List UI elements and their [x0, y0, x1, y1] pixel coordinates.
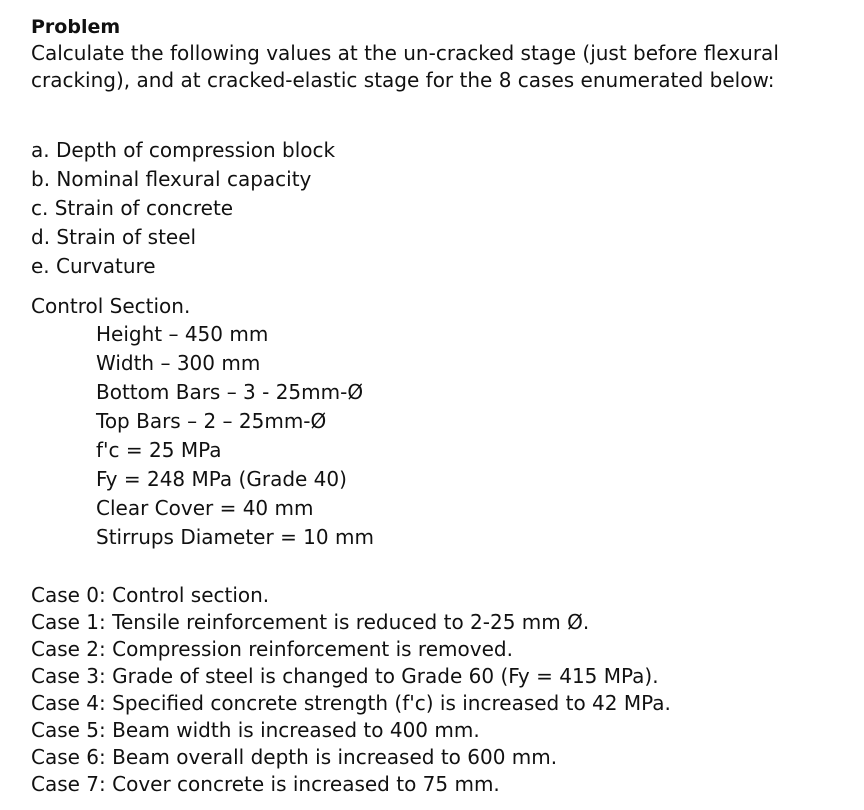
intro-line-1: Calculate the following values at the un-cracked stage (just before flexural — [31, 41, 779, 65]
cases-list — [31, 582, 671, 798]
spec-steel-yield: Fy = 248 MPa (Grade 40) — [96, 467, 347, 491]
spec-clear-cover: Clear Cover = 40 mm — [96, 496, 314, 520]
case-3: Case 3: Grade of steel is changed to Grade 60 (Fy = 415 MPa). — [31, 664, 659, 688]
problem-intro — [31, 40, 851, 94]
value-item-d: d. Strain of steel — [31, 225, 197, 249]
document-page — [31, 14, 851, 796]
spec-concrete-strength: f'c = 25 MPa — [96, 438, 222, 462]
case-5: Case 5: Beam width is increased to 400 mm. — [31, 718, 480, 742]
intro-line-2: cracking), and at cracked-elastic stage for the 8 cases enumerated below: — [31, 68, 775, 92]
value-item-b: b. Nominal flexural capacity — [31, 167, 312, 191]
values-list — [31, 136, 335, 281]
spec-top-bars: Top Bars – 2 – 25mm-Ø — [96, 409, 327, 433]
case-4: Case 4: Specified concrete strength (f'c) is increased to 42 MPa. — [31, 691, 671, 715]
control-section-title: Control Section. — [31, 294, 191, 318]
value-item-a: a. Depth of compression block — [31, 138, 336, 162]
spec-bottom-bars: Bottom Bars – 3 - 25mm-Ø — [96, 380, 364, 404]
spec-stirrups-diameter: Stirrups Diameter = 10 mm — [96, 525, 374, 549]
spec-width: Width – 300 mm — [96, 351, 261, 375]
value-item-c: c. Strain of concrete — [31, 196, 234, 220]
case-0: Case 0: Control section. — [31, 583, 270, 607]
case-7: Case 7: Cover concrete is increased to 75 mm. — [31, 772, 500, 796]
case-6: Case 6: Beam overall depth is increased to 600 mm. — [31, 745, 558, 769]
case-2: Case 2: Compression reinforcement is removed. — [31, 637, 513, 661]
case-1: Case 1: Tensile reinforcement is reduced to 2-25 mm Ø. — [31, 610, 590, 634]
spec-height: Height – 450 mm — [96, 322, 269, 346]
control-section-specs — [96, 320, 374, 552]
value-item-e: e. Curvature — [31, 254, 156, 278]
problem-heading: Problem — [31, 16, 121, 38]
